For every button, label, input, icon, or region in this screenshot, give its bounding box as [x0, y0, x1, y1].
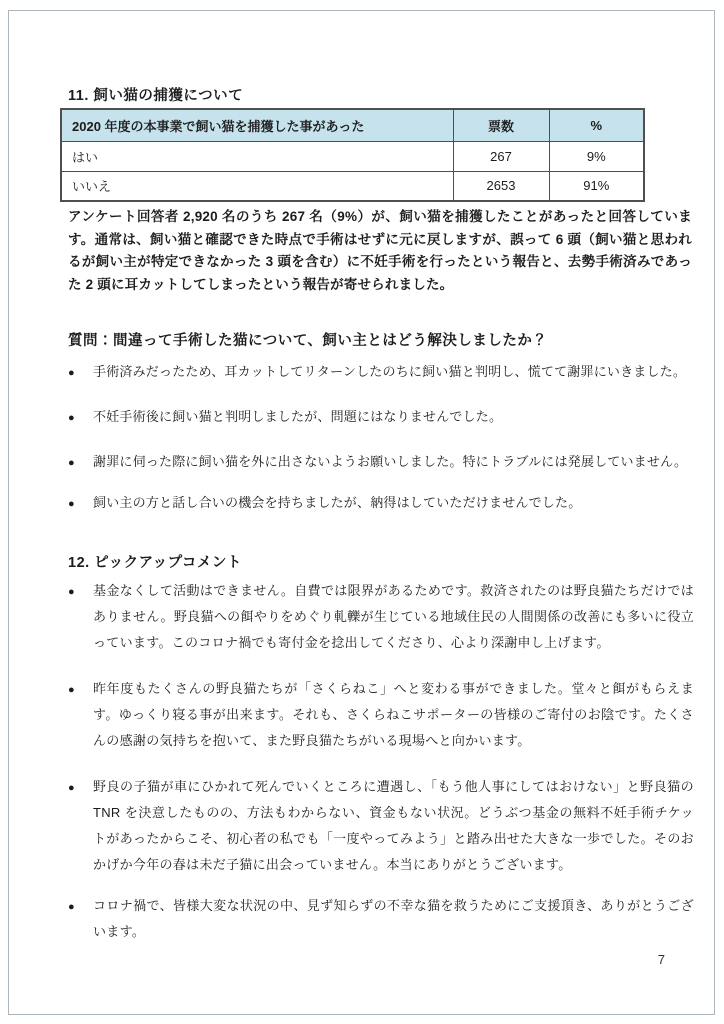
section-12-heading: 12. ピックアップコメント: [68, 555, 242, 571]
bullet-icon: ●: [68, 367, 75, 379]
pickup-comment-text: 野良の子猫が車にひかれて死んでいくところに遭遇し、「もう他人事にしてはおけない」と野良猫の TNR を決意したものの、方法もわからない、資金もない状況。どうぶつ基金の無料不妊手術チケットがあったからこそ、初心者の私でも「一度やってみよう」と踏み出せた大きな一歩でした。そのおかげか今年の春は未だ子猫に出会っていません。本当にありがとうございます。: [93, 779, 694, 872]
question-answer-item: [68, 362, 694, 383]
bullet-icon: ●: [68, 412, 75, 424]
question-answer-item: [68, 493, 694, 514]
question-answer-item: [68, 407, 694, 428]
question-heading: 質問：間違って手術した猫について、飼い主とはどう解決しましたか？: [68, 333, 548, 349]
answer-no-votes: 2653: [453, 171, 549, 201]
pickup-comment-text: コロナ禍で、皆様大変な状況の中、見ず知らずの不幸な猫を救うためにご支援頂き、ありがとうございます。: [93, 898, 694, 939]
answer-no-percent: 91%: [549, 171, 644, 201]
section-11-paragraph: アンケート回答者 2,920 名のうち 267 名（9%）が、飼い猫を捕獲したことがあったと回答しています。通常は、飼い猫と確認できた時点で手術はせずに元に戻しますが、誤って 6 頭（飼い猫と思われるが飼い主が特定できなかった 3 頭を含む）に不妊手術を行ったという報告と、去勢手術済みであった 2 頭に耳カットしてしまったという報告が寄せられました。: [68, 209, 692, 292]
pickup-comment-item: [68, 676, 694, 754]
table-header-votes: 票数: [453, 109, 549, 141]
section-11-heading: 11. 飼い猫の捕獲について: [68, 88, 244, 104]
bullet-icon: ●: [68, 586, 75, 598]
bullet-icon: ●: [68, 901, 75, 913]
pickup-comment-item: [68, 893, 694, 945]
bullet-icon: ●: [68, 684, 75, 696]
bullet-icon: ●: [68, 457, 75, 469]
answer-yes-percent: 9%: [549, 141, 644, 171]
table-row: [61, 141, 644, 171]
question-answer-item: [68, 452, 694, 473]
answer-no-label: いいえ: [61, 171, 453, 201]
table-header-question: 2020 年度の本事業で飼い猫を捕獲した事があった: [61, 109, 453, 141]
pickup-comment-text: 基金なくして活動はできません。自費では限界があるためです。救済されたのは野良猫たちだけではありません。野良猫への餌やりをめぐり軋轢が生じている地域住民の人間関係の改善にも多いに役立っています。このコロナ禍でも寄付金を捻出してくださり、心より深謝申し上げます。: [93, 583, 694, 650]
question-answer-text: 不妊手術後に飼い猫と判明しましたが、問題にはなりませんでした。: [93, 409, 503, 424]
capture-survey-table: [60, 108, 645, 202]
bullet-icon: ●: [68, 498, 75, 510]
answer-yes-label: はい: [61, 141, 453, 171]
pickup-comment-text: 昨年度もたくさんの野良猫たちが「さくらねこ」へと変わる事ができました。堂々と餌がもらえます。ゆっくり寝る事が出来ます。それも、さくらねこサポーターの皆様のご寄付のお陰です。たくさんの感謝の気持ちを抱いて、また野良猫たちがいる現場へと向かいます。: [93, 681, 694, 748]
table-header-row: [61, 109, 644, 141]
question-answer-text: 謝罪に伺った際に飼い猫を外に出さないようお願いしました。特にトラブルには発展していません。: [93, 454, 688, 469]
answer-yes-votes: 267: [453, 141, 549, 171]
page-number: 7: [657, 952, 665, 967]
question-answer-text: 手術済みだったため、耳カットしてリターンしたのちに飼い猫と判明し、慌てて謝罪にいきました。: [93, 364, 687, 379]
table-row: [61, 171, 644, 201]
pickup-comment-item: [68, 578, 694, 656]
question-answer-text: 飼い主の方と話し合いの機会を持ちましたが、納得はしていただけませんでした。: [93, 495, 582, 510]
pickup-comment-item: [68, 774, 694, 878]
bullet-icon: ●: [68, 782, 75, 794]
table-header-percent: %: [549, 109, 644, 141]
